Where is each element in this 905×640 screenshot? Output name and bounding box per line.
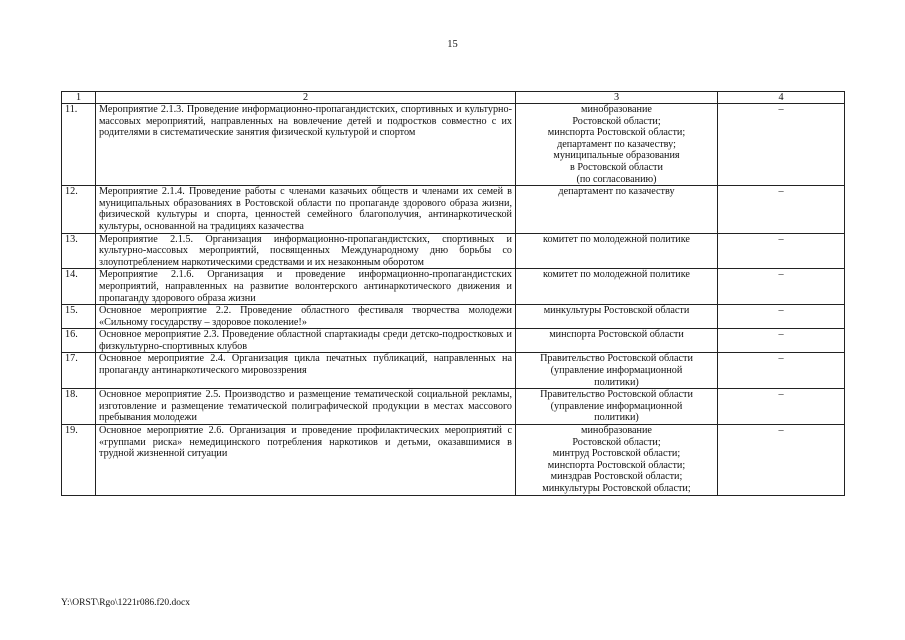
responsible-executor: Правительство Ростовской области (управление информационной политики) [516, 389, 718, 425]
document-file-path: Y:\ORST\Rgo\1221r086.f20.docx [61, 598, 190, 608]
event-description: Основное мероприятие 2.4. Организация цикла печатных публикаций, направленных на пропаганду антинаркотического мировоззрения [96, 353, 516, 389]
event-description: Мероприятие 2.1.3. Проведение информационно-пропагандистских, спортивных и культурно-массовых мероприятий, направленных на вовлечение детей и подростков совместно с их родителями в систематические занятия физической культурой и спортом [96, 104, 516, 186]
column-header-3: 3 [516, 92, 718, 104]
table-row [62, 329, 845, 353]
column-header-2: 2 [96, 92, 516, 104]
row-number: 17. [62, 353, 96, 389]
result-cell: – [718, 186, 845, 233]
table-row [62, 233, 845, 269]
event-description: Основное мероприятие 2.3. Проведение областной спартакиады среди детско-подростковых и физкультурно-спортивных клубов [96, 329, 516, 353]
table-header-row [62, 92, 845, 104]
result-cell: – [718, 353, 845, 389]
row-number: 14. [62, 269, 96, 305]
table-row [62, 353, 845, 389]
result-cell: – [718, 389, 845, 425]
event-description: Основное мероприятие 2.2. Проведение областного фестиваля творчества молодежи «Сильному государству – здоровое поколение!» [96, 305, 516, 329]
responsible-executor: Правительство Ростовской области (управление информационной политики) [516, 353, 718, 389]
measures-table [61, 91, 845, 496]
row-number: 11. [62, 104, 96, 186]
responsible-executor: минкультуры Ростовской области [516, 305, 718, 329]
table-row [62, 104, 845, 186]
responsible-executor: минобразование Ростовской области; минтруд Ростовской области; минспорта Ростовской области; минздрав Ростовской области; минкультуры Ростовской области; [516, 425, 718, 496]
table-row [62, 425, 845, 496]
table-row [62, 389, 845, 425]
responsible-executor: департамент по казачеству [516, 186, 718, 233]
responsible-executor: комитет по молодежной политике [516, 233, 718, 269]
row-number: 13. [62, 233, 96, 269]
row-number: 15. [62, 305, 96, 329]
responsible-executor: минспорта Ростовской области [516, 329, 718, 353]
result-cell: – [718, 329, 845, 353]
event-description: Мероприятие 2.1.6. Организация и проведение информационно-пропагандистских мероприятий, направленных на развитие волонтерского антинаркотического движения и пропаганду здорового образа жизни [96, 269, 516, 305]
result-cell: – [718, 233, 845, 269]
responsible-executor: минобразование Ростовской области; минспорта Ростовской области; департамент по казачеству; муниципальные образования в Ростовской области (по согласованию) [516, 104, 718, 186]
event-description: Основное мероприятие 2.6. Организация и проведение профилактических мероприятий с «группами риска» немедицинского потребления наркотиков и детьми, оказавшимися в трудной жизненной ситуации [96, 425, 516, 496]
row-number: 18. [62, 389, 96, 425]
result-cell: – [718, 104, 845, 186]
table-row [62, 269, 845, 305]
row-number: 19. [62, 425, 96, 496]
column-header-4: 4 [718, 92, 845, 104]
row-number: 12. [62, 186, 96, 233]
table-row [62, 186, 845, 233]
table-row [62, 305, 845, 329]
result-cell: – [718, 425, 845, 496]
result-cell: – [718, 269, 845, 305]
row-number: 16. [62, 329, 96, 353]
responsible-executor: комитет по молодежной политике [516, 269, 718, 305]
page-number: 15 [447, 39, 458, 50]
result-cell: – [718, 305, 845, 329]
column-header-1: 1 [62, 92, 96, 104]
event-description: Мероприятие 2.1.4. Проведение работы с членами казачьих обществ и членами их семей в муниципальных образованиях в Ростовской области по пропаганде здорового образа жизни, физической культуры и спорта, ценностей семейного благополучия, антинаркотической культуры, основанной на традициях казачества [96, 186, 516, 233]
event-description: Основное мероприятие 2.5. Производство и размещение тематической социальной рекламы, изготовление и размещение тематической полиграфической продукции в местах массового пребывания молодежи [96, 389, 516, 425]
event-description: Мероприятие 2.1.5. Организация информационно-пропагандистских, спортивных и культурно-массовых мероприятий, посвященных Международному дню борьбы со злоупотреблением наркотическими средствами и их незаконным оборотом [96, 233, 516, 269]
